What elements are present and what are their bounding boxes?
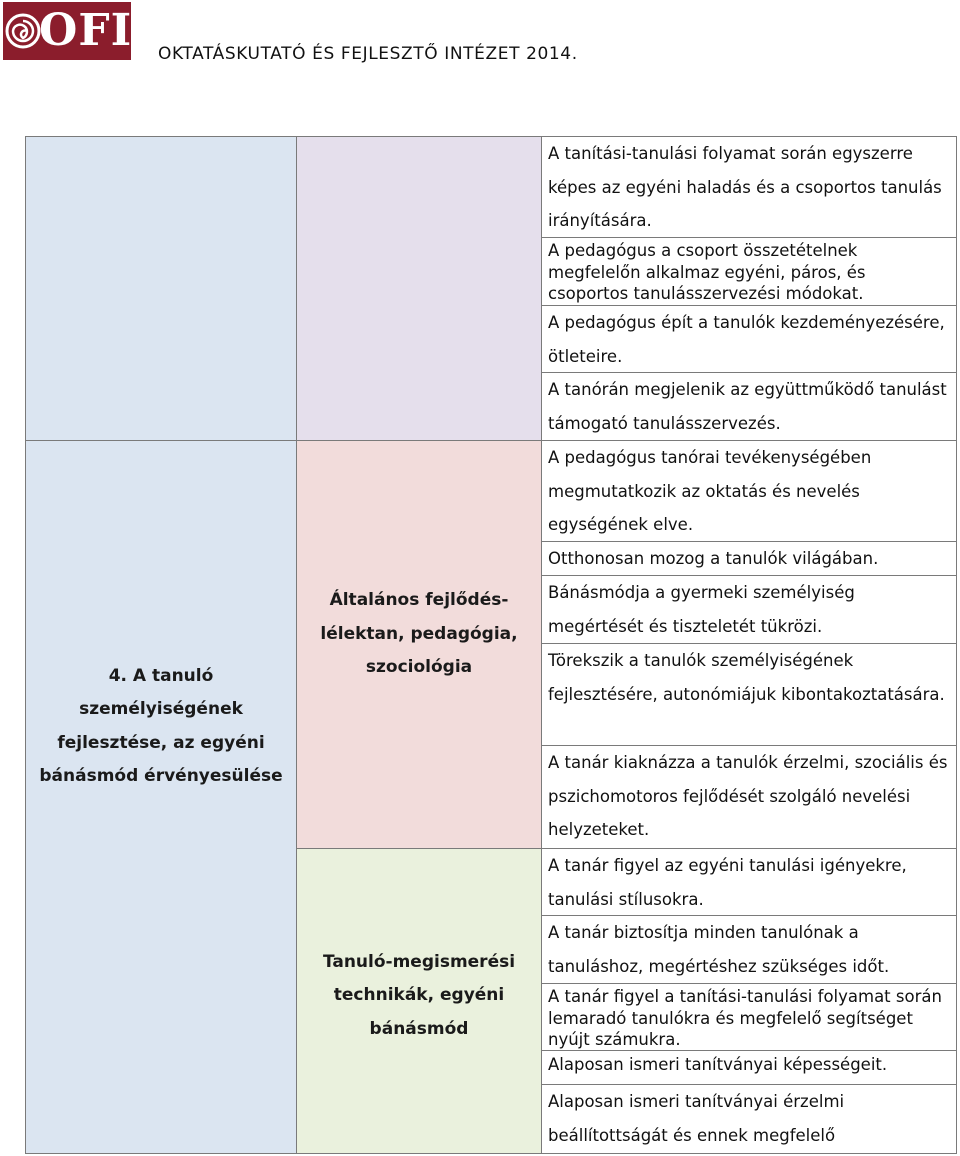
indicator-cell: A tanítási-tanulási folyamat során egyszerre képes az egyéni haladás és a csoportos tanulás irányítására. <box>541 136 957 238</box>
logo-text: OFI <box>39 5 133 56</box>
competence-cell-top <box>25 136 297 441</box>
competence-cell <box>25 440 297 1154</box>
ofi-logo <box>3 2 131 60</box>
indicator-cell: A tanár biztosítja minden tanulónak a tanuláshoz, megértéshez szükséges időt. <box>541 915 957 984</box>
subject-cell-knowledge <box>296 848 542 1154</box>
subject-area-development: Általános fejlődés-lélektan, pedagógia, szociológia <box>320 590 518 678</box>
header-title: OKTATÁSKUTATÓ ÉS FEJLESZTŐ INTÉZET 2014. <box>158 44 578 64</box>
subject-cell-top <box>296 136 542 441</box>
indicator-cell: Bánásmódja a gyermeki személyiség megértését és tiszteletét tükrözi. <box>541 575 957 644</box>
competence-text: 4. A tanuló személyiségének fejlesztése, az egyéni bánásmód érvényesülése <box>39 665 283 786</box>
indicator-cell: A tanár kiaknázza a tanulók érzelmi, szociális és pszichomotoros fejlődését szolgáló nevelési helyzeteket. <box>541 745 957 849</box>
indicator-cell: A tanár figyel a tanítási-tanulási folyamat során lemaradó tanulókra és megfelelő segítséget nyújt számukra. <box>541 983 957 1051</box>
indicator-cell: A tanórán megjelenik az együttműködő tanulást támogató tanulásszervezés. <box>541 372 957 441</box>
indicator-cell: Törekszik a tanulók személyiségének fejlesztésére, autonómiájuk kibontakoztatására. <box>541 643 957 746</box>
subject-area-knowledge: Tanuló-megismerési technikák, egyéni bánásmód <box>322 951 516 1039</box>
indicator-cell: A tanár figyel az egyéni tanulási igényekre, tanulási stílusokra. <box>541 848 957 916</box>
indicator-cell: Otthonosan mozog a tanulók világában. <box>541 541 957 576</box>
indicator-cell: Alaposan ismeri tanítványai képességeit. <box>541 1050 957 1085</box>
subject-cell-development <box>296 440 542 849</box>
indicator-cell: A pedagógus a csoport összetételnek megfelelőn alkalmaz egyéni, páros, és csoportos tanulásszervezési módokat. <box>541 237 957 306</box>
indicator-cell: Alaposan ismeri tanítványai érzelmi beállítottságát és ennek megfelelő <box>541 1084 957 1154</box>
spiral-logo-icon <box>3 2 43 60</box>
indicator-cell: A pedagógus tanórai tevékenységében megmutatkozik az oktatás és nevelés egységének elve. <box>541 440 957 542</box>
indicator-cell: A pedagógus épít a tanulók kezdeményezésére, ötleteire. <box>541 305 957 373</box>
